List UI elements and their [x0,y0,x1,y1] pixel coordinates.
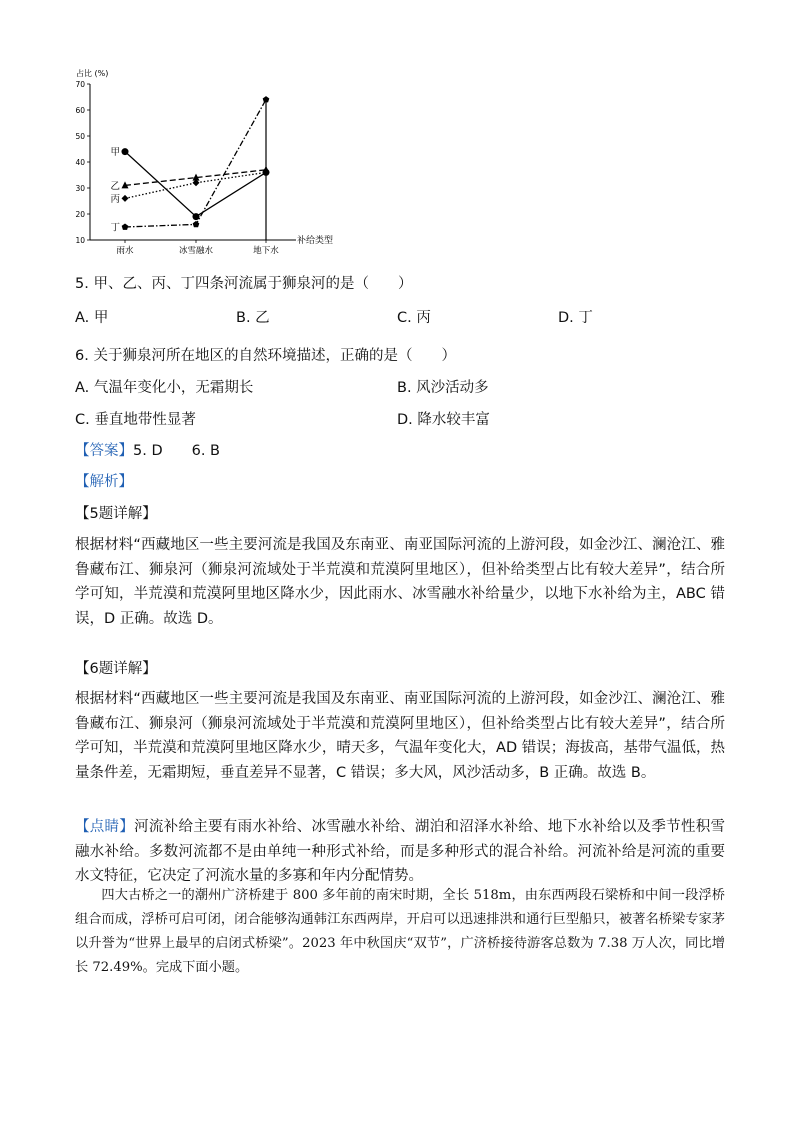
y-axis-label: 占比 (%) [76,69,109,78]
data-point [122,195,129,202]
y-tick-label: 10 [75,236,85,245]
detail5-text: 根据材料“西藏地区一些主要河流是我国及东南亚、南亚国际河流的上游河段，如金沙江、澜沧江、雅鲁藏布江、狮泉河（狮泉河流域处于半荒漠和荒漠阿里地区），但补给类型占比有较大差异”，结合所学可知，半荒漠和荒漠阿里地区降水少，因此雨水、冰雪融水补给量少，以地下水补给为主，ABC 错误，D 正确。故选 D。 [75,537,725,627]
y-tick-label: 60 [75,106,85,115]
data-point [193,213,200,220]
series-label-1: 甲 [110,147,120,159]
data-point [122,148,129,155]
y-tick-label: 30 [75,184,85,193]
q6-option-c[interactable]: C. 垂直地带性显著 [75,412,196,428]
series-line-4 [125,100,266,227]
x-tick-label: 地下水 [253,246,279,254]
tip-tag: 【点睛】 [75,819,135,835]
series-label-2: 乙 [110,180,120,192]
x-tick-label: 雨水 [116,246,134,254]
answer-line [75,441,220,461]
x-axis-label: 补给类型 [297,236,334,246]
series-label-3: 丙 [110,193,120,205]
answer-text: 5. D 6. B [133,443,220,459]
q6-option-b[interactable]: B. 风沙活动多 [397,380,489,396]
data-point [193,221,200,227]
answer-tag: 【答案】 [75,443,133,459]
q5-option-b[interactable]: B. 乙 [236,310,270,326]
q6-option-a[interactable]: A. 气温年变化小，无霜期长 [75,380,254,396]
q6-option-d[interactable]: D. 降水较丰富 [397,412,490,428]
tip-block [75,815,725,889]
detail5-heading: 【5题详解】 [75,506,157,522]
data-point [263,96,270,102]
q5-option-d[interactable]: D. 丁 [558,310,593,326]
data-point [122,224,129,230]
q6-stem: 6. 关于狮泉河所在地区的自然环境描述，正确的是（ ） [75,348,456,364]
series-label-4: 丁 [110,222,120,234]
runoff-supply-chart [60,62,360,254]
y-tick-label: 70 [75,80,85,89]
tip-text: 河流补给主要有雨水补给、冰雪融水补给、湖泊和沼泽水补给、地下水补给以及季节性积雪融水补给。多数河流都不是由单纯一种形式补给，而是多种形式的混合补给。河流补给是河流的重要水文特征，它决定了河流水量的多寡和年内分配情势。 [75,819,726,884]
detail6-heading: 【6题详解】 [75,661,157,677]
q5-option-c[interactable]: C. 丙 [397,310,431,326]
x-tick-label: 冰雪融水 [178,246,214,254]
y-tick-label: 40 [75,158,85,167]
analysis-tag: 【解析】 [75,474,133,490]
q5-stem: 5. 甲、乙、丙、丁四条河流属于狮泉河的是（ ） [75,276,413,292]
detail6-text: 根据材料“西藏地区一些主要河流是我国及东南亚、南亚国际河流的上游河段，如金沙江、澜沧江、雅鲁藏布江、狮泉河（狮泉河流域处于半荒漠和荒漠阿里地区），但补给类型占比有较大差异”，结合所学可知，半荒漠和荒漠阿里地区降水少，晴天多，气温年变化大，AD 错误；海拔高，基带气温低，热量条件差，无霜期短，垂直差异不显著，C 错误；多大风，风沙活动多，B 正确。故选 B。 [75,691,725,781]
q5-option-a[interactable]: A. 甲 [75,310,109,326]
y-tick-label: 50 [75,132,85,141]
y-tick-label: 20 [75,210,85,219]
material-text: 四大古桥之一的潮州广济桥建于 800 多年前的南宋时期，全长 518m，由东西两段石梁桥和中间一段浮桥组合而成，浮桥可启可闭，闭合能够沟通韩江东西两岸，开启可以迅速排洪和通行巨型船只，被著名桥梁专家茅以升誉为“世界上最早的启闭式桥梁”。2023 年中秋国庆“双节”，广济桥接待游客总数为 7.38 万人次，同比增长 72.49%。完成下面小题。 [75,888,725,975]
